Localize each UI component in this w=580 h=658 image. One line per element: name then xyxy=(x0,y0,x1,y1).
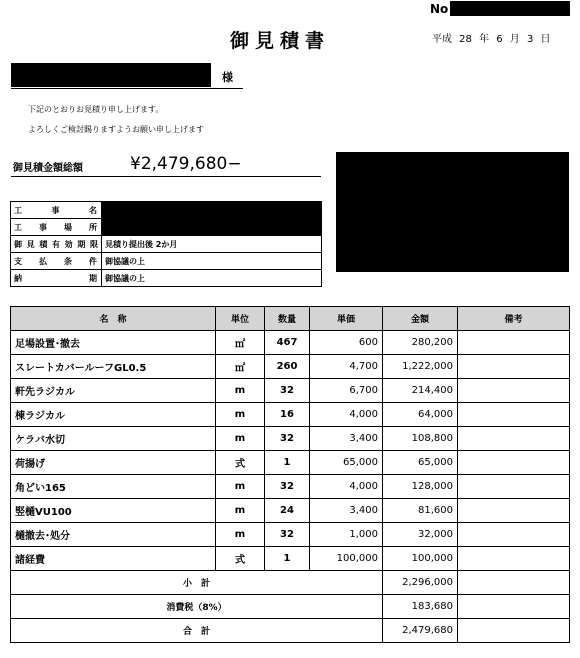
item-unit: m xyxy=(216,475,265,499)
item-amount: 214,400 xyxy=(383,379,458,403)
item-qty: 1 xyxy=(265,451,310,475)
item-amount: 81,600 xyxy=(383,499,458,523)
info-row xyxy=(11,253,322,270)
item-unit: m xyxy=(216,427,265,451)
subtotal-value: 2,296,000 xyxy=(383,571,458,595)
item-amount: 1,222,000 xyxy=(383,355,458,379)
total-underline xyxy=(11,176,321,177)
total-amount-label: 御見積金額総額 xyxy=(13,163,83,174)
item-qty: 32 xyxy=(265,427,310,451)
col-header-price: 単価 xyxy=(310,307,383,331)
item-unit-price: 4,000 xyxy=(310,475,383,499)
tax-label: 消費税（8%） xyxy=(11,595,383,619)
item-amount: 64,000 xyxy=(383,403,458,427)
item-qty: 32 xyxy=(265,379,310,403)
item-qty: 260 xyxy=(265,355,310,379)
grand-total-row xyxy=(11,619,570,643)
info-row xyxy=(11,270,322,287)
item-qty: 16 xyxy=(265,403,310,427)
tax-value: 183,680 xyxy=(383,595,458,619)
item-name: スレートカバールーフGL0.5 xyxy=(11,355,216,379)
item-note xyxy=(458,547,570,571)
subtotal-note xyxy=(458,571,570,595)
info-row xyxy=(11,202,322,219)
col-header-name: 名 称 xyxy=(11,307,216,331)
page-title: 御見積書 xyxy=(230,30,331,52)
item-name: 角どい165 xyxy=(11,475,216,499)
item-amount: 65,000 xyxy=(383,451,458,475)
info-label: 工事場所 xyxy=(11,219,102,236)
item-amount: 128,000 xyxy=(383,475,458,499)
item-unit-price: 6,700 xyxy=(310,379,383,403)
greeting-line-2: よろしくご検討賜りますようお願い申し上げます xyxy=(28,125,204,134)
info-row xyxy=(11,236,322,253)
estimate-items-table xyxy=(10,306,570,643)
item-unit-price: 1,000 xyxy=(310,523,383,547)
recipient-honorific: 様 xyxy=(222,71,233,84)
item-amount: 108,800 xyxy=(383,427,458,451)
col-header-qty: 数量 xyxy=(265,307,310,331)
tax-note xyxy=(458,595,570,619)
recipient-name-redacted xyxy=(11,63,211,87)
project-info-table xyxy=(10,201,322,287)
item-unit: m xyxy=(216,379,265,403)
item-unit: m xyxy=(216,403,265,427)
col-header-unit: 単位 xyxy=(216,307,265,331)
item-unit-price: 4,700 xyxy=(310,355,383,379)
item-name: 諸経費 xyxy=(11,547,216,571)
item-name: 棟ラジカル xyxy=(11,403,216,427)
item-qty: 1 xyxy=(265,547,310,571)
item-amount: 280,200 xyxy=(383,331,458,355)
item-unit: ㎡ xyxy=(216,331,265,355)
item-unit-price: 65,000 xyxy=(310,451,383,475)
info-label: 御見積有効期限 xyxy=(11,236,102,253)
company-info-redacted xyxy=(336,152,569,272)
item-name: 荷揚げ xyxy=(11,451,216,475)
subtotal-row xyxy=(11,571,570,595)
item-unit: m xyxy=(216,523,265,547)
item-name: 竪樋VU100 xyxy=(11,499,216,523)
info-value: 見積り提出後 2か月 xyxy=(102,236,322,253)
info-value: 御協議の上 xyxy=(102,253,322,270)
item-amount: 32,000 xyxy=(383,523,458,547)
doc-number-label: No xyxy=(430,2,449,16)
info-label: 納期 xyxy=(11,270,102,287)
grand-total-value: 2,479,680 xyxy=(383,619,458,643)
item-note xyxy=(458,451,570,475)
item-note xyxy=(458,355,570,379)
item-note xyxy=(458,427,570,451)
table-row xyxy=(11,451,570,475)
recipient-underline xyxy=(11,88,243,89)
col-header-amount: 金額 xyxy=(383,307,458,331)
item-note xyxy=(458,499,570,523)
item-unit-price: 3,400 xyxy=(310,499,383,523)
table-header-row xyxy=(11,307,570,331)
total-amount-value: ¥2,479,680− xyxy=(130,154,242,174)
item-unit: 式 xyxy=(216,547,265,571)
item-note xyxy=(458,331,570,355)
info-value-redacted xyxy=(102,202,322,219)
item-unit: ㎡ xyxy=(216,355,265,379)
item-name: 樋撤去･処分 xyxy=(11,523,216,547)
item-unit: 式 xyxy=(216,451,265,475)
item-unit-price: 3,400 xyxy=(310,427,383,451)
grand-total-note xyxy=(458,619,570,643)
info-value-redacted xyxy=(102,219,322,236)
table-row xyxy=(11,379,570,403)
doc-number-redacted xyxy=(450,1,570,16)
table-row xyxy=(11,403,570,427)
item-name: 軒先ラジカル xyxy=(11,379,216,403)
item-unit-price: 100,000 xyxy=(310,547,383,571)
table-row xyxy=(11,331,570,355)
item-qty: 467 xyxy=(265,331,310,355)
info-row xyxy=(11,219,322,236)
table-row xyxy=(11,427,570,451)
item-qty: 32 xyxy=(265,523,310,547)
item-note xyxy=(458,379,570,403)
item-unit: m xyxy=(216,499,265,523)
info-label: 工事名 xyxy=(11,202,102,219)
col-header-note: 備考 xyxy=(458,307,570,331)
item-name: 足場設置･撤去 xyxy=(11,331,216,355)
subtotal-label: 小 計 xyxy=(11,571,383,595)
item-name: ケラバ水切 xyxy=(11,427,216,451)
table-row xyxy=(11,547,570,571)
item-note xyxy=(458,475,570,499)
info-label: 支払条件 xyxy=(11,253,102,270)
tax-row xyxy=(11,595,570,619)
item-note xyxy=(458,403,570,427)
item-qty: 24 xyxy=(265,499,310,523)
item-amount: 100,000 xyxy=(383,547,458,571)
greeting-line-1: 下記のとおりお見積り申し上げます。 xyxy=(28,105,164,114)
info-value: 御協議の上 xyxy=(102,270,322,287)
grand-total-label: 合 計 xyxy=(11,619,383,643)
item-qty: 32 xyxy=(265,475,310,499)
table-row xyxy=(11,355,570,379)
item-unit-price: 600 xyxy=(310,331,383,355)
item-unit-price: 4,000 xyxy=(310,403,383,427)
table-row xyxy=(11,475,570,499)
issue-date: 平成 28 年 6 月 3 日 xyxy=(432,34,551,45)
table-row xyxy=(11,523,570,547)
table-row xyxy=(11,499,570,523)
item-note xyxy=(458,523,570,547)
